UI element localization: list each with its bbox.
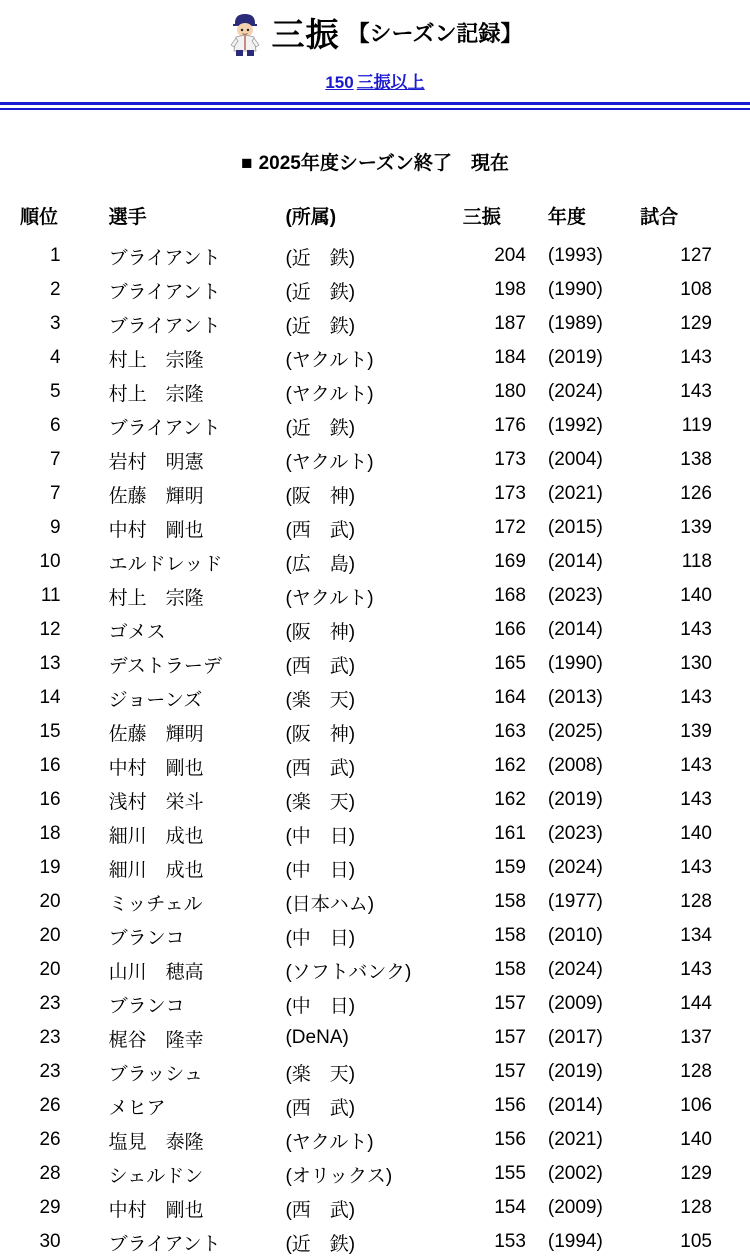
cell-strikeouts: 158 — [494, 959, 526, 980]
cell-year: (2014) — [547, 1095, 603, 1116]
cell-team: (ヤクルト) — [285, 451, 374, 473]
cell-team: (近 鉄) — [285, 315, 356, 337]
cell-year: (2015) — [547, 517, 603, 538]
cell-games: 138 — [680, 449, 712, 470]
table-row — [0, 953, 750, 987]
cell-rank: 26 — [39, 1129, 61, 1150]
cell-rank: 3 — [50, 313, 61, 334]
table-row — [0, 681, 750, 715]
page-title-bracket: 【シーズン記録】 — [347, 21, 523, 46]
cell-rank: 20 — [39, 925, 61, 946]
title-row — [0, 8, 750, 60]
cell-player: ブランコ — [108, 995, 185, 1017]
cell-rank: 16 — [39, 755, 61, 776]
cell-team: (近 鉄) — [285, 417, 356, 439]
cell-team: (楽 天) — [285, 689, 356, 711]
cell-team: (西 武) — [285, 1199, 356, 1221]
cell-year: (2024) — [547, 959, 603, 980]
cell-player: 村上 宗隆 — [108, 383, 204, 405]
cell-games: 140 — [680, 1129, 712, 1150]
cell-rank: 2 — [50, 279, 61, 300]
cell-team: (ヤクルト) — [285, 1131, 374, 1153]
cell-strikeouts: 173 — [494, 449, 526, 470]
cell-team: (中 日) — [285, 995, 356, 1017]
table-row — [0, 409, 750, 443]
cell-team: (ヤクルト) — [285, 383, 374, 405]
cell-player: デストラーデ — [108, 655, 222, 677]
cell-rank: 15 — [39, 721, 61, 742]
cell-rank: 12 — [39, 619, 61, 640]
cell-player: 岩村 明憲 — [108, 451, 204, 473]
cell-strikeouts: 155 — [494, 1163, 526, 1184]
cell-strikeouts: 158 — [494, 891, 526, 912]
cell-rank: 16 — [39, 789, 61, 810]
cell-year: (2021) — [547, 483, 603, 504]
baseball-player-mascot-icon — [228, 11, 262, 57]
cell-strikeouts: 198 — [494, 279, 526, 300]
cell-rank: 4 — [50, 347, 61, 368]
cell-player: 浅村 栄斗 — [108, 791, 204, 813]
cell-strikeouts: 156 — [494, 1129, 526, 1150]
cell-team: (西 武) — [285, 519, 356, 541]
cell-player: 佐藤 輝明 — [108, 723, 204, 745]
cell-strikeouts: 163 — [494, 721, 526, 742]
cell-player: 細川 成也 — [108, 825, 204, 847]
cell-player: ゴメス — [108, 621, 166, 643]
table-row — [0, 1123, 750, 1157]
column-header-player: 選手 — [108, 207, 147, 228]
cell-games: 143 — [680, 959, 712, 980]
cell-team: (西 武) — [285, 655, 356, 677]
cell-year: (2019) — [547, 347, 603, 368]
cell-team: (ヤクルト) — [285, 587, 374, 609]
table-row — [0, 579, 750, 613]
cell-rank: 9 — [50, 517, 61, 538]
table-row — [0, 783, 750, 817]
cell-player: ブラッシュ — [108, 1063, 203, 1085]
table-row — [0, 1157, 750, 1191]
cell-strikeouts: 162 — [494, 789, 526, 810]
cell-games: 143 — [680, 381, 712, 402]
cell-rank: 10 — [39, 551, 61, 572]
cell-strikeouts: 158 — [494, 925, 526, 946]
cell-player: ブランコ — [108, 927, 185, 949]
cell-team: (広 島) — [285, 553, 356, 575]
cell-year: (2002) — [547, 1163, 603, 1184]
cell-strikeouts: 162 — [494, 755, 526, 776]
cell-rank: 19 — [39, 857, 61, 878]
table-row — [0, 715, 750, 749]
cell-team: (近 鉄) — [285, 281, 356, 303]
cell-rank: 14 — [39, 687, 61, 708]
table-row — [0, 1021, 750, 1055]
table-row — [0, 987, 750, 1021]
cell-player: 中村 剛也 — [108, 757, 204, 779]
cell-player: ブライアント — [108, 281, 221, 303]
table-row — [0, 545, 750, 579]
table-row — [0, 1089, 750, 1123]
table-row — [0, 443, 750, 477]
cell-games: 129 — [680, 313, 712, 334]
table-row — [0, 477, 750, 511]
table-row — [0, 1055, 750, 1089]
cell-strikeouts: 169 — [494, 551, 526, 572]
cell-games: 118 — [681, 551, 712, 572]
cell-team: (オリックス) — [285, 1165, 393, 1187]
table-row — [0, 613, 750, 647]
cell-rank: 7 — [50, 483, 61, 504]
cell-player: ブライアント — [108, 1233, 221, 1255]
cell-year: (1990) — [547, 653, 603, 674]
cell-team: (ヤクルト) — [285, 349, 374, 371]
section-note — [0, 148, 750, 175]
cell-player: エルドレッド — [108, 553, 223, 575]
cell-year: (1994) — [547, 1231, 603, 1252]
cell-year: (2014) — [547, 551, 603, 572]
cell-team: (楽 天) — [285, 1063, 356, 1085]
cell-team: (阪 神) — [285, 723, 356, 745]
cell-year: (2017) — [547, 1027, 603, 1048]
records-table — [0, 201, 750, 1259]
cell-year: (1989) — [547, 313, 603, 334]
cell-games: 139 — [680, 517, 712, 538]
cell-strikeouts: 173 — [494, 483, 526, 504]
cell-team: (阪 神) — [285, 485, 356, 507]
cell-strikeouts: 156 — [494, 1095, 526, 1116]
cell-strikeouts: 159 — [494, 857, 526, 878]
cell-rank: 6 — [50, 415, 61, 436]
table-row — [0, 647, 750, 681]
cell-player: 中村 剛也 — [108, 1199, 204, 1221]
cell-strikeouts: 164 — [494, 687, 526, 708]
table-row — [0, 341, 750, 375]
cell-rank: 23 — [39, 1061, 61, 1082]
cell-player: 細川 成也 — [108, 859, 204, 881]
cell-strikeouts: 153 — [494, 1231, 526, 1252]
table-row — [0, 817, 750, 851]
cell-rank: 13 — [39, 653, 61, 674]
cell-strikeouts: 166 — [494, 619, 526, 640]
cell-year: (2004) — [547, 449, 603, 470]
cell-year: (1992) — [547, 415, 603, 436]
cell-rank: 26 — [39, 1095, 61, 1116]
cell-year: (2009) — [547, 1197, 603, 1218]
cell-games: 143 — [680, 755, 712, 776]
cell-player: 村上 宗隆 — [108, 349, 204, 371]
cell-games: 134 — [680, 925, 712, 946]
cell-year: (2023) — [547, 823, 603, 844]
cell-year: (2014) — [547, 619, 603, 640]
cell-player: 村上 宗隆 — [108, 587, 204, 609]
cell-rank: 7 — [50, 449, 61, 470]
cell-strikeouts: 187 — [494, 313, 526, 334]
cell-year: (2019) — [547, 789, 603, 810]
cell-games: 106 — [680, 1095, 712, 1116]
cell-games: 129 — [680, 1163, 712, 1184]
cell-games: 140 — [680, 585, 712, 606]
cell-strikeouts: 157 — [494, 1027, 526, 1048]
cell-player: ブライアント — [108, 247, 221, 269]
section-note-text: 2025年度シーズン終了 現在 — [258, 153, 509, 174]
cell-games: 119 — [681, 415, 712, 436]
cell-year: (1977) — [547, 891, 603, 912]
cell-year: (2021) — [547, 1129, 603, 1150]
table-row — [0, 851, 750, 885]
cell-year: (2024) — [547, 381, 603, 402]
cell-games: 128 — [680, 1061, 712, 1082]
cell-rank: 11 — [40, 585, 61, 606]
subtitle-row[interactable] — [0, 68, 750, 93]
cell-rank: 18 — [39, 823, 61, 844]
table-row — [0, 749, 750, 783]
cell-player: ブライアント — [108, 417, 221, 439]
cell-player: 塩見 泰隆 — [108, 1131, 204, 1153]
cell-team: (近 鉄) — [285, 1233, 356, 1255]
cell-team: (中 日) — [285, 825, 356, 847]
table-header-row — [0, 201, 750, 239]
cell-strikeouts: 157 — [494, 1061, 526, 1082]
table-row — [0, 511, 750, 545]
cell-rank: 23 — [39, 1027, 61, 1048]
cell-games: 143 — [680, 789, 712, 810]
cell-strikeouts: 157 — [494, 993, 526, 1014]
cell-strikeouts: 154 — [494, 1197, 526, 1218]
cell-year: (2025) — [547, 721, 603, 742]
cell-games: 128 — [680, 1197, 712, 1218]
cell-player: シェルドン — [108, 1165, 204, 1187]
cell-team: (中 日) — [285, 927, 356, 949]
cell-team: (西 武) — [285, 757, 356, 779]
column-header-games: 試合 — [640, 207, 679, 228]
cell-rank: 1 — [50, 245, 61, 266]
cell-player: 佐藤 輝明 — [108, 485, 204, 507]
cell-rank: 30 — [39, 1231, 61, 1252]
cell-year: (2019) — [547, 1061, 603, 1082]
cell-player: 中村 剛也 — [108, 519, 204, 541]
cell-player: 梶谷 隆幸 — [108, 1029, 204, 1051]
cell-games: 128 — [680, 891, 712, 912]
cell-player: ジョーンズ — [108, 689, 203, 711]
cell-year: (2024) — [547, 857, 603, 878]
cell-games: 105 — [680, 1231, 712, 1252]
cell-rank: 20 — [39, 891, 61, 912]
cell-team: (楽 天) — [285, 791, 356, 813]
cell-year: (2008) — [547, 755, 603, 776]
page-header — [0, 0, 750, 110]
cell-player: 山川 穂高 — [108, 961, 204, 983]
cell-games: 143 — [680, 857, 712, 878]
cell-year: (2013) — [547, 687, 603, 708]
table-row — [0, 1225, 750, 1259]
cell-games: 143 — [680, 619, 712, 640]
cell-team: (近 鉄) — [285, 247, 356, 269]
cell-year: (2010) — [547, 925, 603, 946]
cell-team: (阪 神) — [285, 621, 356, 643]
cell-team: (西 武) — [285, 1097, 356, 1119]
column-header-team: (所属) — [285, 207, 337, 228]
column-header-rank: 順位 — [20, 207, 59, 228]
cell-games: 130 — [680, 653, 712, 674]
cell-games: 140 — [680, 823, 712, 844]
table-row — [0, 239, 750, 273]
cell-rank: 20 — [39, 959, 61, 980]
cell-rank: 5 — [50, 381, 61, 402]
cell-strikeouts: 161 — [494, 823, 526, 844]
table-row — [0, 307, 750, 341]
table-row — [0, 885, 750, 919]
page-title: 三振 — [271, 15, 340, 53]
cell-strikeouts: 165 — [494, 653, 526, 674]
cell-games: 108 — [680, 279, 712, 300]
cell-strikeouts: 172 — [494, 517, 526, 538]
cell-team: (中 日) — [285, 859, 356, 881]
cell-games: 127 — [680, 245, 712, 266]
cell-rank: 23 — [39, 993, 61, 1014]
table-row — [0, 273, 750, 307]
records-table-body — [0, 239, 750, 1259]
cell-games: 143 — [680, 687, 712, 708]
cell-year: (1990) — [547, 279, 603, 300]
header-divider — [0, 102, 750, 110]
cell-team: (DeNA) — [285, 1027, 349, 1048]
cell-strikeouts: 180 — [494, 381, 526, 402]
cell-player: メヒア — [108, 1097, 166, 1119]
cell-rank: 28 — [39, 1163, 61, 1184]
cell-rank: 29 — [39, 1197, 61, 1218]
table-row — [0, 1191, 750, 1225]
cell-games: 137 — [680, 1027, 712, 1048]
column-header-year: 年度 — [547, 207, 586, 228]
cell-team: (日本ハム) — [285, 893, 375, 915]
cell-games: 139 — [680, 721, 712, 742]
subtitle-threshold-number[interactable]: 150 — [325, 73, 354, 92]
table-row — [0, 375, 750, 409]
cell-year: (2009) — [547, 993, 603, 1014]
column-header-strikeouts: 三振 — [462, 207, 501, 228]
cell-strikeouts: 168 — [494, 585, 526, 606]
cell-strikeouts: 204 — [494, 245, 526, 266]
square-bullet-icon: ■ — [241, 153, 253, 174]
cell-strikeouts: 176 — [494, 415, 526, 436]
cell-games: 126 — [680, 483, 712, 504]
cell-games: 144 — [680, 993, 712, 1014]
cell-strikeouts: 184 — [494, 347, 526, 368]
cell-player: ブライアント — [108, 315, 221, 337]
cell-year: (1993) — [547, 245, 603, 266]
cell-games: 143 — [680, 347, 712, 368]
cell-year: (2023) — [547, 585, 603, 606]
cell-team: (ソフトバンク) — [285, 961, 412, 983]
cell-player: ミッチェル — [108, 893, 203, 915]
table-row — [0, 919, 750, 953]
subtitle-threshold-label[interactable]: 三振以上 — [356, 73, 425, 92]
